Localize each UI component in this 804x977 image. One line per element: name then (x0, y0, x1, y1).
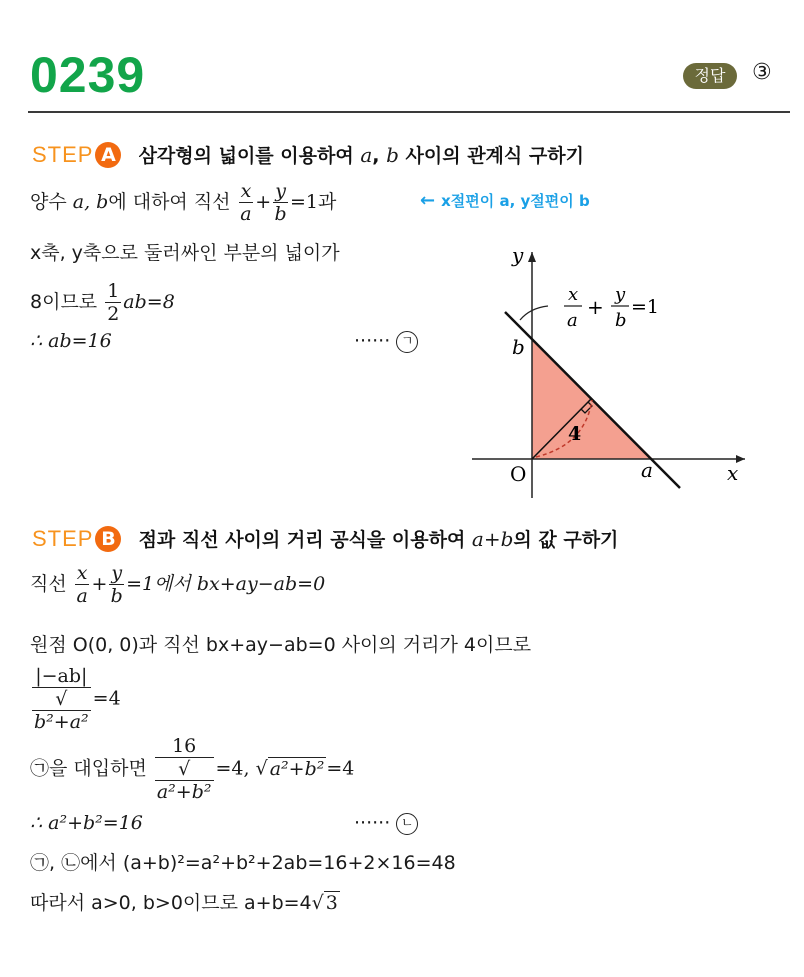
svg-text:+: + (587, 295, 604, 319)
marker-2: ······ ㄴ (354, 812, 418, 835)
step-b-line-3: |−ab| √ b²+a² =4 (34, 665, 121, 733)
step-a-badge: A (95, 142, 121, 168)
step-a-line-4: ∴ ab=16 (30, 330, 112, 352)
header-divider (28, 111, 790, 113)
svg-text:b: b (512, 335, 525, 359)
step-b-line-6: ㉠, ㉡에서 (a+b)²=a²+b²+2ab=16+2×16=48 (30, 852, 456, 874)
svg-text:y: y (512, 243, 524, 267)
step-b-line-2: 원점 O(0, 0)과 직선 bx+ay−ab=0 사이의 거리가 4이므로 (30, 634, 532, 656)
answer-value: ③ (752, 60, 772, 85)
step-b-heading: STEP B 점과 직선 사이의 거리 공식을 이용하여 a+b의 값 구하기 (32, 526, 619, 551)
svg-text:a: a (641, 458, 653, 482)
step-b-line-4: ㉠을 대입하면 16 √ a²+b² =4, √ a²+b² =4 (30, 735, 355, 803)
step-a-heading: STEP A 삼각형의 넓이를 이용하여 a, b 사이의 관계식 구하기 (32, 142, 584, 167)
step-a-line-1: 양수 a, b에 대하여 직선 $\frac{x}{a}$ + $\frac{y}{b}$ =1과 (30, 180, 337, 225)
svg-text:x: x (568, 284, 579, 305)
svg-text:O: O (510, 462, 527, 486)
marker-1: ······ ㄱ (354, 330, 418, 353)
svg-text:x: x (727, 461, 739, 485)
step-b-line-7: 따라서 a>0, b>0이므로 a+b=4√ 3 (30, 892, 338, 914)
step-a-line-3: 8이므로 $\frac{1}{2}$ ab=8 (30, 280, 175, 325)
problem-number: 0239 (30, 47, 146, 103)
intercept-graph (460, 240, 760, 505)
step-a-line-2: x축, y축으로 둘러싸인 부분의 넓이가 (30, 242, 340, 264)
step-b-badge: B (95, 526, 121, 552)
svg-text:a: a (567, 310, 578, 331)
intercept-note: ← x절편이 a, y절편이 b (420, 190, 590, 211)
step-label: STEP (32, 142, 94, 167)
step-b-line-1: 직선 $\frac{x}{a}$ + $\frac{y}{b}$ =1에서 bx+ay−ab=0 (30, 562, 326, 607)
answer-badge: 정답 (683, 63, 737, 89)
svg-text:y: y (615, 284, 626, 305)
arrow-left-icon: ← (420, 190, 436, 211)
step-b-line-5: ∴ a²+b²=16 (30, 812, 143, 834)
svg-text:4: 4 (568, 423, 582, 445)
svg-text:=1: =1 (631, 296, 660, 318)
svg-text:b: b (615, 310, 627, 331)
